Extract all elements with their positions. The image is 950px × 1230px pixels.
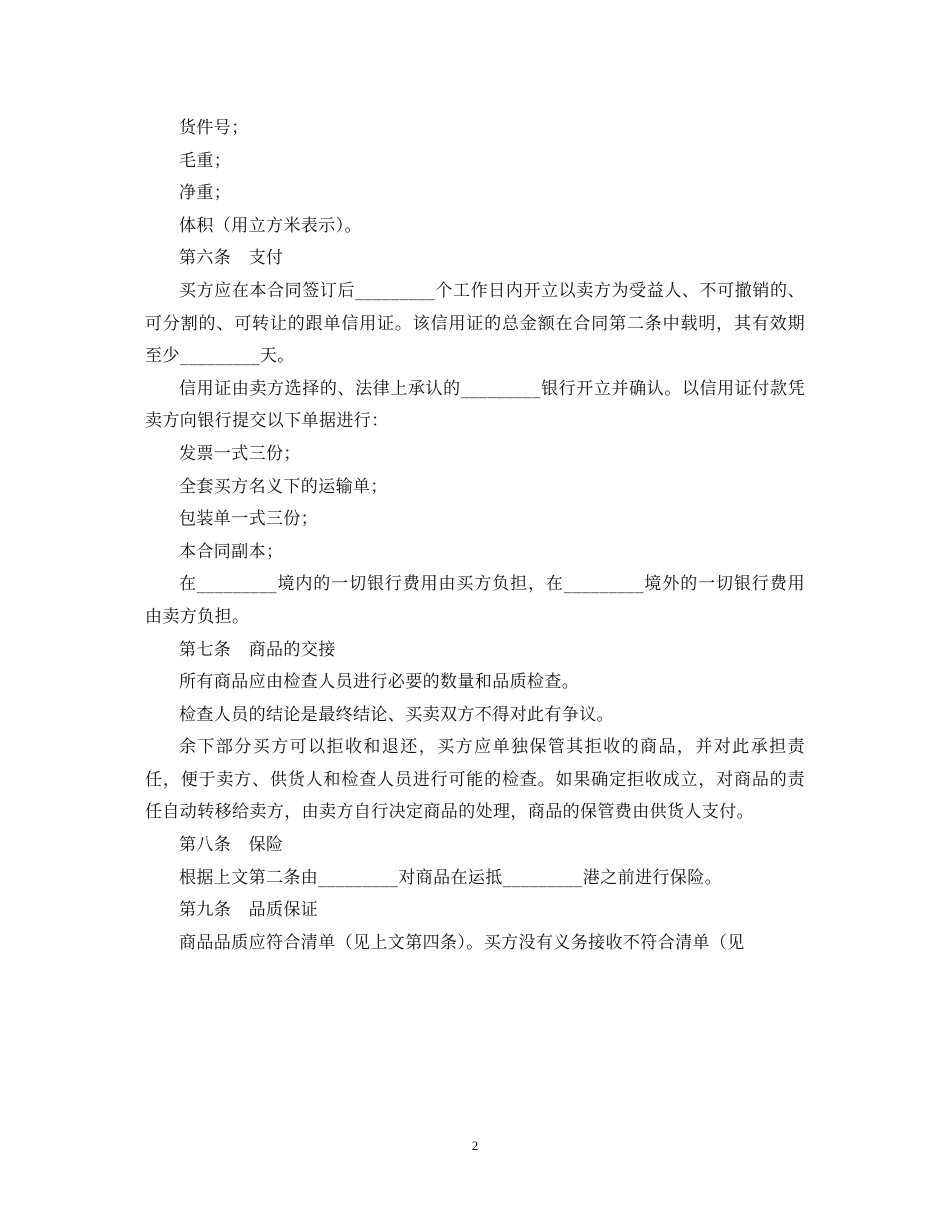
- article-9-heading: 第九条 品质保证: [179, 900, 319, 921]
- paragraph-insurance: 根据上文第二条由_________对商品在运抵_________港之前进行保险。: [179, 867, 722, 888]
- paragraph-volume: 体积（用立方米表示）。: [179, 215, 362, 236]
- paragraph-bank-charges: 在_________境内的一切银行费用由买方负担，在_________境外的一切银行费用由卖方负担。: [145, 574, 805, 627]
- article-7-heading: 第七条 商品的交接: [179, 639, 336, 660]
- paragraph-gross-weight: 毛重；: [179, 150, 232, 171]
- paragraph-inspection-final: 检查人员的结论是最终结论、买卖双方不得对此有争议。: [179, 704, 614, 725]
- paragraph-net-weight: 净重；: [179, 183, 232, 204]
- paragraph-item-number: 货件号；: [179, 118, 249, 138]
- paragraph-invoice: 发票一式三份；: [179, 443, 301, 464]
- paragraph-inspection: 所有商品应由检查人员进行必要的数量和品质检查。: [179, 672, 580, 693]
- paragraph-rejection: 余下部分买方可以拒收和退还，买方应单独保管其拒收的商品，并对此承担责任，便于卖方、供货人和检查人员进行可能的检查。如果确定拒收成立，对商品的责任自动转移给卖方，由卖方自行决定商品的处理，商品的保管费由供货人支付。: [145, 737, 805, 823]
- paragraph-issuing-bank: 信用证由卖方选择的、法律上承认的_________银行开立并确认。以信用证付款凭卖方向银行提交以下单据进行：: [145, 378, 805, 432]
- page-number: 2: [471, 1138, 479, 1153]
- paragraph-transport-documents: 全套买方名义下的运输单；: [179, 476, 388, 497]
- article-6-heading: 第六条 支付: [179, 248, 284, 269]
- paragraph-letter-of-credit: 买方应在本合同签订后_________个工作日内开立以卖方为受益人、不可撤销的、可分割的、可转让的跟单信用证。该信用证的总金额在合同第二条中载明，其有效期至少_________天。: [145, 280, 805, 367]
- paragraph-packing-list: 包装单一式三份；: [179, 509, 319, 530]
- article-8-heading: 第八条 保险: [179, 835, 284, 856]
- document-body: [145, 112, 805, 959]
- paragraph-contract-copy: 本合同副本；: [179, 541, 284, 562]
- paragraph-quality: 商品品质应符合清单（见上文第四条）。买方没有义务接收不符合清单（见: [179, 932, 745, 953]
